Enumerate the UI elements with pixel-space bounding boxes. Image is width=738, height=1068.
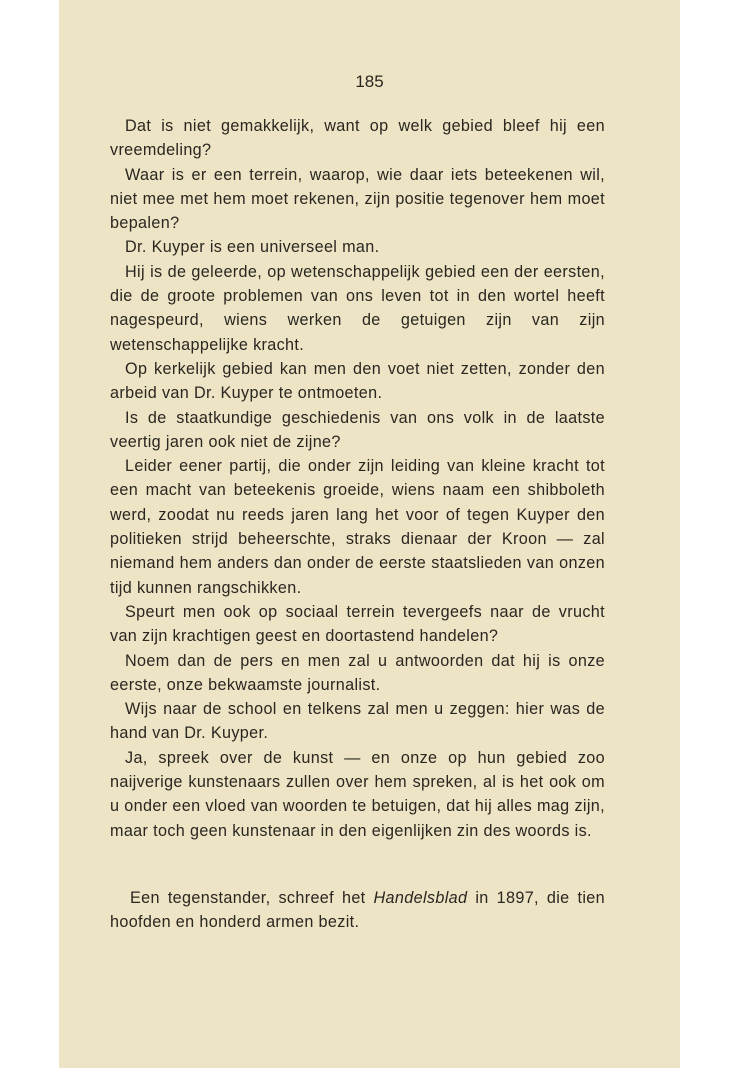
- newspaper-title: Handelsblad: [373, 889, 468, 907]
- paragraph: Wijs naar de school en telkens zal men u zeggen: hier was de hand van Dr. Kuyper.: [110, 700, 605, 743]
- paragraph: Waar is er een terrein, waarop, wie daar iets beteekenen wil, niet mee met hem moet rekenen, zijn positie tegenover hem moet bepalen?: [110, 165, 605, 233]
- paragraph: Is de staatkundige geschiedenis van ons volk in de laatste veertig jaren ook niet de zijne?: [110, 408, 605, 451]
- paragraph: Dr. Kuyper is een universeel man.: [125, 238, 380, 257]
- paragraph: Noem dan de pers en men zal u antwoorden dat hij is onze eerste, onze bekwaamste journalist.: [110, 651, 605, 694]
- body-text: [110, 114, 605, 843]
- footnote-text: [110, 886, 605, 935]
- book-page: [59, 0, 680, 1068]
- paragraph: Dat is niet gemakkelijk, want op welk gebied bleef hij een vreemdeling?: [110, 117, 605, 160]
- paragraph: Ja, spreek over de kunst — en onze op hun gebied zoo naijverige kunstenaars zullen over hem spreken, al is het ook om u onder een vloed van woorden te betuigen, dat hij alles mag zijn, maar toch geen kunstenaar in den eigenlijken zin des woords is.: [110, 748, 605, 840]
- footnote-text-after: in 1897, die tien hoofden en honderd armen bezit.: [110, 889, 605, 932]
- page-number: 185: [355, 72, 384, 91]
- paragraph: Op kerkelijk gebied kan men den voet niet zetten, zonder den arbeid van Dr. Kuyper te ontmoeten.: [110, 359, 605, 403]
- paragraph: Leider eener partij, die onder zijn leiding van kleine kracht tot een macht van beteekenis groeide, wiens naam een shibboleth werd, zoodat nu reeds jaren lang het voor of tegen Kuyper den politieken strijd beheerschte, straks dienaar der Kroon — zal niemand hem anders dan onder de eerste staatslieden van onzen tijd kunnen rangschikken.: [110, 457, 605, 597]
- paragraph: Hij is de geleerde, op wetenschappelijk gebied een der eersten, die de groote problemen van ons leven tot in den wortel heeft nagespeurd, wiens werken de getuigen zijn van zijn wetenschappelijke kracht.: [110, 262, 605, 354]
- paragraph: Speurt men ook op sociaal terrein tevergeefs naar de vrucht van zijn krachtigen geest en doortastend handelen?: [110, 602, 605, 646]
- footnote: [110, 886, 605, 935]
- footnote-text-before: Een tegenstander, schreef het: [130, 889, 374, 907]
